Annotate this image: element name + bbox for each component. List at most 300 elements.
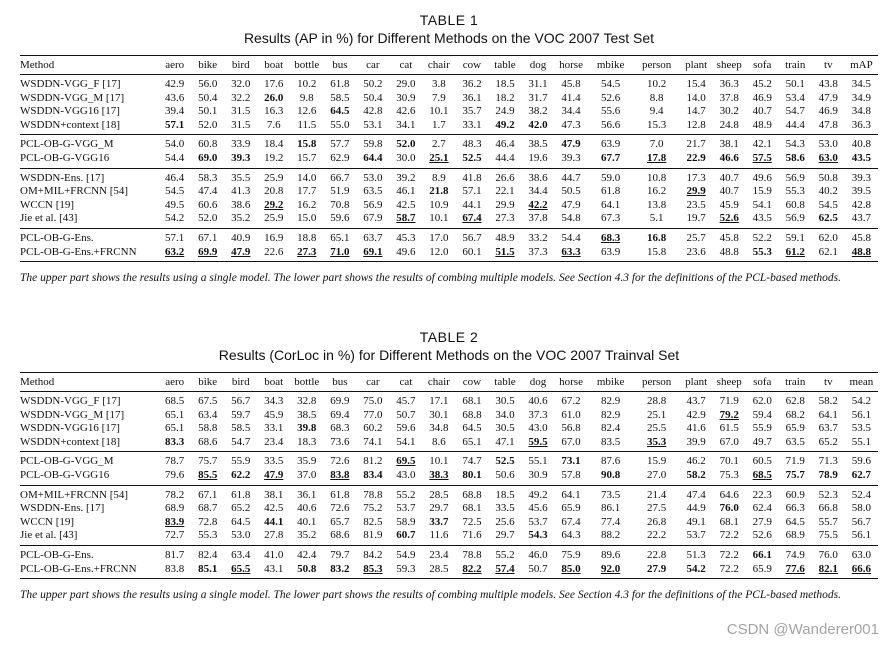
value-cell: 46.2 xyxy=(686,455,706,468)
value-cell: 12.0 xyxy=(429,245,449,258)
value-cell: 44.4 xyxy=(495,151,515,164)
value-cell: 60.6 xyxy=(198,198,218,211)
method-cell: WSDDN-VGG16 [17] xyxy=(20,105,120,118)
method-cell: WSDDN-VGG16 [17] xyxy=(20,422,120,435)
column-header: bottle xyxy=(294,376,320,388)
value-cell: 15.0 xyxy=(297,212,317,225)
value-cell: 43.1 xyxy=(264,562,284,575)
value-cell: 67.9 xyxy=(363,212,383,225)
value-cell: 57.4 xyxy=(495,562,515,575)
value-cell: 34.8 xyxy=(429,422,449,435)
column-header: chair xyxy=(427,59,450,71)
column-header: cow xyxy=(462,59,482,71)
value-cell: 58.0 xyxy=(851,502,872,515)
value-cell: 62.0 xyxy=(818,231,838,244)
value-cell: 35.2 xyxy=(231,212,251,225)
value-cell: 25.5 xyxy=(647,422,667,435)
value-cell: 68.1 xyxy=(719,515,739,528)
value-cell: 90.8 xyxy=(600,468,621,481)
value-cell: 49.7 xyxy=(752,435,772,448)
value-cell: 82.4 xyxy=(198,548,218,561)
value-cell: 67.2 xyxy=(561,395,581,407)
table-row xyxy=(20,545,878,562)
value-cell: 17.3 xyxy=(686,171,706,184)
value-cell: 30.2 xyxy=(719,105,739,118)
value-cell: 42.0 xyxy=(528,118,548,131)
value-cell: 54.2 xyxy=(686,562,706,575)
value-cell: 31.5 xyxy=(231,105,251,118)
value-cell: 29.9 xyxy=(686,185,706,198)
header-row xyxy=(20,56,878,75)
method-cell: PCL-OB-G-Ens.+FRCNN xyxy=(20,562,137,575)
value-cell: 24.8 xyxy=(719,118,739,131)
value-cell: 56.1 xyxy=(851,408,872,421)
value-cell: 52.5 xyxy=(495,455,515,468)
value-cell: 57.7 xyxy=(330,138,350,151)
value-cell: 46.1 xyxy=(396,185,416,198)
value-cell: 68.8 xyxy=(462,488,482,501)
value-cell: 63.4 xyxy=(198,408,218,421)
value-cell: 75.7 xyxy=(785,468,805,481)
value-cell: 39.4 xyxy=(165,105,185,118)
value-cell: 58.6 xyxy=(785,151,805,164)
value-cell: 71.0 xyxy=(330,245,350,258)
value-cell: 50.7 xyxy=(396,408,416,421)
value-cell: 60.2 xyxy=(363,422,383,435)
value-cell: 44.1 xyxy=(264,515,284,528)
table2 xyxy=(20,372,878,579)
value-cell: 41.0 xyxy=(264,548,284,561)
value-cell: 55.2 xyxy=(396,488,416,501)
row-group xyxy=(20,228,878,261)
value-cell: 18.3 xyxy=(297,435,317,448)
value-cell: 42.2 xyxy=(528,198,548,211)
value-cell: 27.0 xyxy=(647,468,667,481)
value-cell: 57.1 xyxy=(165,231,185,244)
value-cell: 56.6 xyxy=(600,118,621,131)
column-header: dog xyxy=(529,59,547,71)
value-cell: 75.7 xyxy=(198,455,218,468)
value-cell: 85.1 xyxy=(198,562,218,575)
value-cell: 53.0 xyxy=(363,171,383,184)
value-cell: 67.4 xyxy=(561,515,581,528)
value-cell: 58.3 xyxy=(198,171,218,184)
value-cell: 52.6 xyxy=(719,212,739,225)
value-cell: 18.5 xyxy=(495,488,515,501)
value-cell: 21.8 xyxy=(429,185,449,198)
value-cell: 69.4 xyxy=(330,408,350,421)
value-cell: 57.8 xyxy=(561,468,581,481)
value-cell: 49.6 xyxy=(396,245,416,258)
value-cell: 46.9 xyxy=(818,105,838,118)
value-cell: 63.3 xyxy=(561,245,581,258)
value-cell: 59.3 xyxy=(396,562,416,575)
column-header: mean xyxy=(849,376,874,388)
value-cell: 34.1 xyxy=(396,118,416,131)
value-cell: 63.9 xyxy=(600,245,621,258)
value-cell: 30.5 xyxy=(495,395,515,407)
value-cell: 16.2 xyxy=(297,198,317,211)
column-header: bottle xyxy=(294,59,320,71)
value-cell: 82.2 xyxy=(462,562,482,575)
value-cell: 63.0 xyxy=(818,151,838,164)
value-cell: 16.8 xyxy=(647,231,667,244)
value-cell: 54.3 xyxy=(785,138,805,151)
value-cell: 44.9 xyxy=(686,502,706,515)
value-cell: 33.1 xyxy=(462,118,482,131)
value-cell: 47.9 xyxy=(231,245,251,258)
value-cell: 53.1 xyxy=(363,118,383,131)
column-header: tv xyxy=(824,59,833,71)
value-cell: 37.0 xyxy=(297,468,317,481)
value-cell: 10.2 xyxy=(647,78,667,90)
header-row xyxy=(20,373,878,392)
value-cell: 80.1 xyxy=(462,468,482,481)
value-cell: 66.7 xyxy=(330,171,350,184)
value-cell: 77.4 xyxy=(600,515,621,528)
value-cell: 59.4 xyxy=(752,408,772,421)
column-header: mAP xyxy=(850,59,873,71)
value-cell: 55.6 xyxy=(600,105,621,118)
column-header: car xyxy=(366,376,380,388)
value-cell: 30.0 xyxy=(396,151,416,164)
value-cell: 35.9 xyxy=(297,455,317,468)
value-cell: 42.9 xyxy=(686,408,706,421)
value-cell: 89.6 xyxy=(600,548,621,561)
value-cell: 74.1 xyxy=(363,435,383,448)
value-cell: 56.7 xyxy=(231,395,251,407)
value-cell: 64.5 xyxy=(231,515,251,528)
method-cell: WSDDN-VGG_M [17] xyxy=(20,91,125,104)
value-cell: 27.9 xyxy=(752,515,772,528)
value-cell: 54.5 xyxy=(818,198,838,211)
value-cell: 27.3 xyxy=(495,212,515,225)
value-cell: 63.2 xyxy=(165,245,185,258)
value-cell: 29.7 xyxy=(495,529,515,542)
column-header: plant xyxy=(685,59,708,71)
value-cell: 69.5 xyxy=(396,455,416,468)
value-cell: 50.5 xyxy=(561,185,581,198)
value-cell: 59.7 xyxy=(231,408,251,421)
method-cell: WSDDN-VGG_F [17] xyxy=(20,395,121,407)
row-group xyxy=(20,545,878,578)
value-cell: 65.2 xyxy=(818,435,838,448)
value-cell: 33.7 xyxy=(429,515,449,528)
value-cell: 27.3 xyxy=(297,245,317,258)
value-cell: 46.9 xyxy=(752,91,772,104)
column-header: Method xyxy=(20,59,55,71)
value-cell: 54.1 xyxy=(396,435,416,448)
value-cell: 42.1 xyxy=(752,138,772,151)
value-cell: 56.0 xyxy=(198,78,218,90)
value-cell: 62.1 xyxy=(818,245,838,258)
value-cell: 44.7 xyxy=(561,171,581,184)
value-cell: 17.6 xyxy=(264,78,284,90)
value-cell: 13.8 xyxy=(647,198,667,211)
value-cell: 43.8 xyxy=(818,78,838,90)
value-cell: 33.5 xyxy=(495,502,515,515)
method-cell: WSDDN-Ens. [17] xyxy=(20,171,105,184)
value-cell: 68.6 xyxy=(330,529,350,542)
value-cell: 49.5 xyxy=(165,198,185,211)
value-cell: 12.6 xyxy=(297,105,317,118)
value-cell: 11.5 xyxy=(297,118,317,131)
table-row xyxy=(20,422,878,436)
value-cell: 53.5 xyxy=(851,422,872,435)
value-cell: 30.5 xyxy=(495,422,515,435)
value-cell: 68.1 xyxy=(462,502,482,515)
value-cell: 22.9 xyxy=(686,151,706,164)
value-cell: 55.1 xyxy=(528,455,548,468)
value-cell: 26.6 xyxy=(495,171,515,184)
value-cell: 16.3 xyxy=(264,105,284,118)
value-cell: 66.6 xyxy=(851,562,872,575)
value-cell: 88.2 xyxy=(600,529,621,542)
table-row xyxy=(20,135,878,152)
table2-number: TABLE 2 xyxy=(419,329,479,345)
value-cell: 35.3 xyxy=(647,435,667,448)
value-cell: 16.9 xyxy=(264,231,284,244)
value-cell: 54.4 xyxy=(561,231,581,244)
value-cell: 37.8 xyxy=(528,212,548,225)
value-cell: 79.2 xyxy=(719,408,739,421)
value-cell: 39.9 xyxy=(686,435,706,448)
table1-block xyxy=(20,12,878,286)
value-cell: 75.9 xyxy=(561,548,581,561)
value-cell: 72.2 xyxy=(719,529,739,542)
value-cell: 35.7 xyxy=(462,105,482,118)
value-cell: 57.1 xyxy=(165,118,185,131)
value-cell: 19.6 xyxy=(528,151,548,164)
value-cell: 61.5 xyxy=(719,422,739,435)
value-cell: 47.1 xyxy=(495,435,515,448)
value-cell: 45.9 xyxy=(264,408,284,421)
value-cell: 65.7 xyxy=(330,515,350,528)
value-cell: 33.1 xyxy=(264,422,284,435)
value-cell: 30.1 xyxy=(429,408,449,421)
value-cell: 10.2 xyxy=(297,78,317,90)
value-cell: 65.9 xyxy=(785,422,805,435)
value-cell: 75.0 xyxy=(363,395,383,407)
value-cell: 63.5 xyxy=(785,435,805,448)
value-cell: 60.7 xyxy=(396,529,416,542)
value-cell: 55.9 xyxy=(752,422,772,435)
method-cell: WSDDN-VGG_M [17] xyxy=(20,408,125,421)
table-row xyxy=(20,392,878,409)
value-cell: 34.3 xyxy=(264,395,284,407)
value-cell: 65.2 xyxy=(231,502,251,515)
value-cell: 83.9 xyxy=(165,515,185,528)
value-cell: 61.0 xyxy=(561,408,581,421)
value-cell: 20.8 xyxy=(264,185,284,198)
value-cell: 59.0 xyxy=(600,171,621,184)
value-cell: 72.2 xyxy=(719,562,739,575)
value-cell: 34.4 xyxy=(561,105,581,118)
value-cell: 47.9 xyxy=(561,198,581,211)
value-cell: 33.5 xyxy=(264,455,284,468)
value-cell: 38.1 xyxy=(264,488,284,501)
value-cell: 34.9 xyxy=(851,91,872,104)
value-cell: 69.9 xyxy=(198,245,218,258)
value-cell: 42.5 xyxy=(264,502,284,515)
value-cell: 49.2 xyxy=(528,488,548,501)
value-cell: 50.1 xyxy=(785,78,805,90)
value-cell: 72.2 xyxy=(719,548,739,561)
value-cell: 59.6 xyxy=(396,422,416,435)
value-cell: 15.3 xyxy=(647,118,667,131)
value-cell: 68.5 xyxy=(165,395,185,407)
value-cell: 29.7 xyxy=(429,502,449,515)
value-cell: 50.1 xyxy=(198,105,218,118)
value-cell: 54.2 xyxy=(165,212,185,225)
method-cell: PCL-OB-G-Ens.+FRCNN xyxy=(20,245,137,258)
value-cell: 65.9 xyxy=(561,502,581,515)
value-cell: 72.6 xyxy=(330,455,350,468)
value-cell: 64.5 xyxy=(462,422,482,435)
table-row xyxy=(20,516,878,530)
column-header: sofa xyxy=(753,376,772,388)
value-cell: 62.7 xyxy=(851,468,872,481)
value-cell: 36.1 xyxy=(462,91,482,104)
value-cell: 21.4 xyxy=(647,488,667,501)
value-cell: 33.9 xyxy=(231,138,251,151)
method-cell: WSDDN+context [18] xyxy=(20,118,120,131)
value-cell: 31.5 xyxy=(231,118,251,131)
table-row xyxy=(20,92,878,106)
value-cell: 71.9 xyxy=(785,455,805,468)
value-cell: 85.0 xyxy=(561,562,581,575)
value-cell: 48.9 xyxy=(495,231,515,244)
value-cell: 45.7 xyxy=(396,395,416,407)
value-cell: 57.1 xyxy=(462,185,482,198)
value-cell: 69.9 xyxy=(330,395,350,407)
value-cell: 26.0 xyxy=(264,91,284,104)
value-cell: 82.1 xyxy=(818,562,838,575)
value-cell: 72.5 xyxy=(462,515,482,528)
value-cell: 65.1 xyxy=(330,231,350,244)
value-cell: 63.7 xyxy=(363,231,383,244)
value-cell: 68.2 xyxy=(785,408,805,421)
value-cell: 49.2 xyxy=(495,118,515,131)
value-cell: 34.4 xyxy=(528,185,548,198)
value-cell: 53.0 xyxy=(231,529,251,542)
value-cell: 54.7 xyxy=(785,105,805,118)
value-cell: 36.3 xyxy=(719,78,739,90)
value-cell: 66.8 xyxy=(818,502,838,515)
value-cell: 24.9 xyxy=(495,105,515,118)
value-cell: 46.4 xyxy=(495,138,515,151)
value-cell: 68.8 xyxy=(462,408,482,421)
row-group xyxy=(20,168,878,228)
value-cell: 60.8 xyxy=(785,198,805,211)
value-cell: 62.4 xyxy=(752,502,772,515)
value-cell: 52.2 xyxy=(752,231,772,244)
value-cell: 28.5 xyxy=(429,488,449,501)
value-cell: 50.8 xyxy=(818,171,838,184)
value-cell: 18.8 xyxy=(297,231,317,244)
value-cell: 49.1 xyxy=(686,515,706,528)
value-cell: 75.3 xyxy=(719,468,739,481)
value-cell: 46.4 xyxy=(165,171,185,184)
value-cell: 14.0 xyxy=(686,91,706,104)
value-cell: 83.3 xyxy=(165,435,185,448)
column-header: bus xyxy=(332,376,348,388)
value-cell: 55.0 xyxy=(330,118,350,131)
value-cell: 50.4 xyxy=(198,91,218,104)
value-cell: 15.9 xyxy=(752,185,772,198)
value-cell: 67.5 xyxy=(198,395,218,407)
value-cell: 52.0 xyxy=(198,118,218,131)
column-header: bike xyxy=(198,59,218,71)
value-cell: 56.7 xyxy=(851,515,872,528)
value-cell: 54.0 xyxy=(165,138,185,151)
value-cell: 7.0 xyxy=(649,138,664,151)
table1 xyxy=(20,55,878,262)
value-cell: 47.9 xyxy=(818,91,838,104)
value-cell: 85.3 xyxy=(363,562,383,575)
value-cell: 35.5 xyxy=(231,171,251,184)
value-cell: 40.7 xyxy=(719,185,739,198)
value-cell: 57.5 xyxy=(752,151,772,164)
value-cell: 78.8 xyxy=(462,548,482,561)
value-cell: 65.5 xyxy=(231,562,251,575)
value-cell: 29.0 xyxy=(396,78,416,90)
value-cell: 45.2 xyxy=(752,78,772,90)
value-cell: 61.8 xyxy=(330,78,350,90)
value-cell: 52.6 xyxy=(752,529,772,542)
value-cell: 81.9 xyxy=(363,529,383,542)
value-cell: 47.9 xyxy=(561,138,581,151)
table-row xyxy=(20,529,878,545)
value-cell: 77.6 xyxy=(785,562,805,575)
value-cell: 41.4 xyxy=(561,91,581,104)
value-cell: 44.1 xyxy=(462,198,482,211)
method-cell: PCL-OB-G-VGG16 xyxy=(20,151,110,164)
value-cell: 36.3 xyxy=(851,118,872,131)
value-cell: 53.7 xyxy=(396,502,416,515)
value-cell: 50.8 xyxy=(297,562,317,575)
value-cell: 56.8 xyxy=(561,422,581,435)
column-header: mbike xyxy=(596,59,625,71)
value-cell: 7.9 xyxy=(432,91,446,104)
value-cell: 65.1 xyxy=(165,408,185,421)
value-cell: 15.9 xyxy=(647,455,667,468)
value-cell: 30.9 xyxy=(528,468,548,481)
value-cell: 43.5 xyxy=(851,151,872,164)
value-cell: 41.8 xyxy=(462,171,482,184)
value-cell: 55.2 xyxy=(495,548,515,561)
value-cell: 45.9 xyxy=(719,198,739,211)
value-cell: 44.4 xyxy=(785,118,805,131)
value-cell: 38.5 xyxy=(528,138,548,151)
table-row xyxy=(20,409,878,423)
column-header: bird xyxy=(231,376,250,388)
value-cell: 64.5 xyxy=(330,105,350,118)
table2-title: Results (CorLoc in %) for Different Methods on the VOC 2007 Trainval Set xyxy=(218,347,680,363)
value-cell: 47.3 xyxy=(561,118,581,131)
value-cell: 40.1 xyxy=(297,515,317,528)
value-cell: 59.1 xyxy=(785,231,805,244)
column-header: bird xyxy=(231,59,250,71)
row-group xyxy=(20,75,878,135)
method-cell: WCCN [19] xyxy=(20,515,75,528)
value-cell: 52.6 xyxy=(600,91,621,104)
value-cell: 46.6 xyxy=(719,151,739,164)
value-cell: 55.3 xyxy=(752,245,772,258)
value-cell: 75.2 xyxy=(363,502,383,515)
value-cell: 55.9 xyxy=(231,455,251,468)
value-cell: 58.7 xyxy=(396,212,416,225)
